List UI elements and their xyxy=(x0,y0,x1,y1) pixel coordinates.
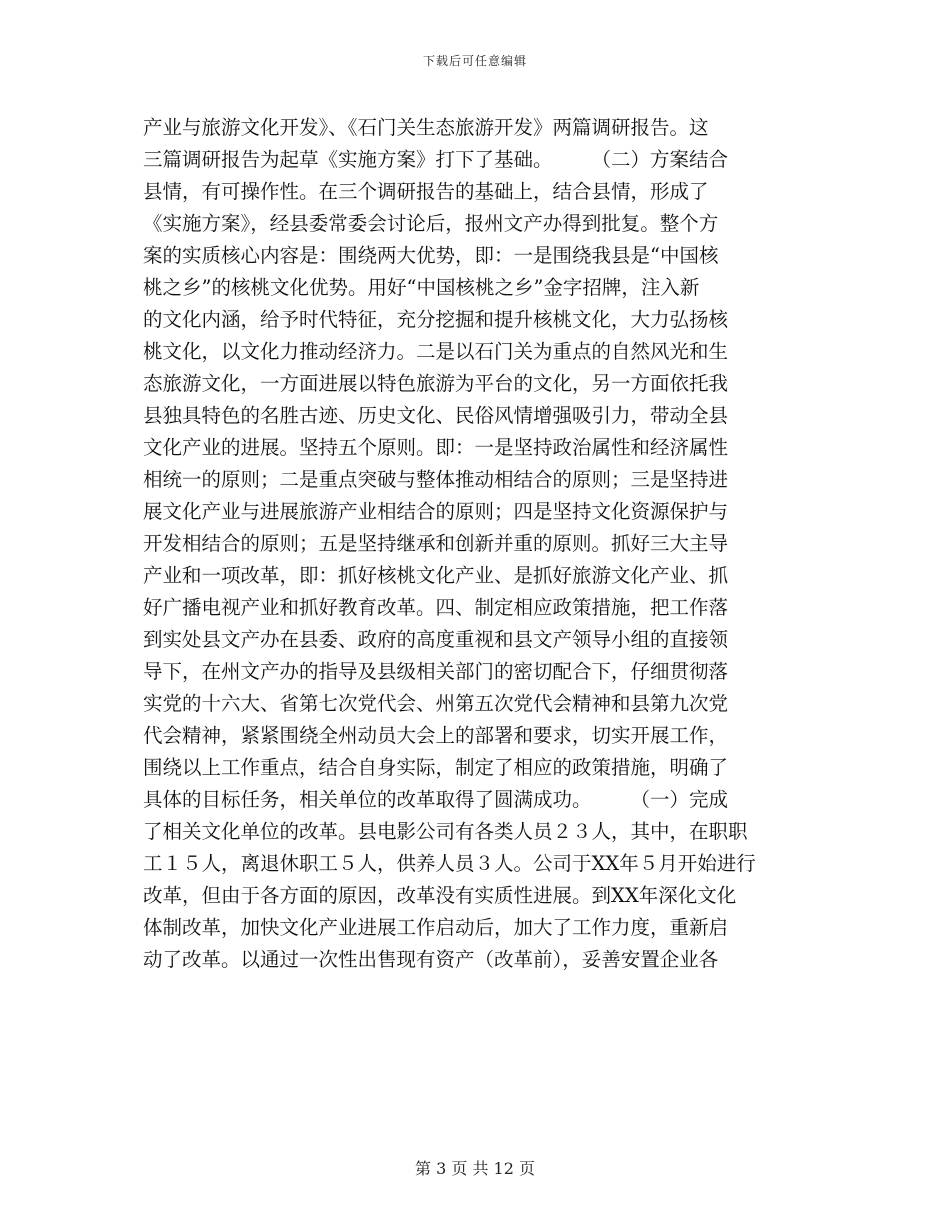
body-line: 了相关文化单位的改革。县电影公司有各类人员２３人，其中，在职职 xyxy=(143,820,748,843)
body-line: 开发相结合的原则；五是坚持继承和创新并重的原则。抓好三大主导 xyxy=(143,532,729,555)
body-line: 案的实质核心内容是：围绕两大优势，即：一是围绕我县是“中国核 xyxy=(143,244,719,267)
body-line: 改革，但由于各方面的原因，改革没有实质性进展。到XX年深化文化 xyxy=(143,884,737,907)
body-line: 桃之乡”的核桃文化优势。用好“中国核桃之乡”金字招牌，注入新 xyxy=(143,276,700,299)
body-line: 桃文化，以文化力推动经济力。二是以石门关为重点的自然风光和生 xyxy=(143,340,729,363)
body-line: 到实处县文产办在县委、政府的高度重视和县文产领导小组的直接领 xyxy=(143,628,729,651)
body-line: 县独具特色的名胜古迹、历史文化、民俗风情增强吸引力，带动全县 xyxy=(143,404,729,427)
body-line: 好广播电视产业和抓好教育改革。四、制定相应政策措施，把工作落 xyxy=(143,596,729,619)
body-line: 具体的目标任务，相关单位的改革取得了圆满成功。 （一）完成 xyxy=(143,788,729,811)
body-line: 展文化产业与进展旅游产业相结合的原则；四是坚持文化资源保护与 xyxy=(143,500,729,523)
page-number: 第 3 页 共 12 页 xyxy=(415,1159,535,1178)
body-line: 实党的十六大、省第七次党代会、州第五次党代会精神和县第九次党 xyxy=(143,692,729,715)
body-line: 相统一的原则；二是重点突破与整体推动相结合的原则；三是坚持进 xyxy=(143,468,729,491)
body-line: 三篇调研报告为起草《实施方案》打下了基础。 （二）方案结合 xyxy=(143,148,729,171)
body-line: 县情，有可操作性。在三个调研报告的基础上，结合县情，形成了 xyxy=(143,180,709,203)
body-line: 导下，在州文产办的指导及县级相关部门的密切配合下，仔细贯彻落 xyxy=(143,660,729,683)
body-line: 文化产业的进展。坚持五个原则。即：一是坚持政治属性和经济属性 xyxy=(143,436,729,459)
body-line: 动了改革。以通过一次性出售现有资产（改革前），妥善安置企业各 xyxy=(143,948,719,971)
body-line: 《实施方案》，经县委常委会讨论后，报州文产办得到批复。整个方 xyxy=(143,212,719,235)
page-header: 下载后可任意编辑 xyxy=(422,54,527,68)
body-line: 代会精神，紧紧围绕全州动员大会上的部署和要求，切实开展工作， xyxy=(143,724,729,747)
body-line: 态旅游文化，一方面进展以特色旅游为平台的文化，另一方面依托我 xyxy=(143,372,729,395)
body-line: 围绕以上工作重点，结合自身实际，制定了相应的政策措施，明确了 xyxy=(143,756,729,779)
body-line: 的文化内涵，给予时代特征，充分挖掘和提升核桃文化，大力弘扬核 xyxy=(143,308,729,331)
body-line: 体制改革，加快文化产业进展工作启动后，加大了工作力度，重新启 xyxy=(143,916,729,939)
body-line: 工１５人，离退休职工５人，供养人员３人。公司于XX年５月开始进行 xyxy=(143,852,756,875)
body-line: 产业和一项改革，即：抓好核桃文化产业、是抓好旅游文化产业、抓 xyxy=(143,564,729,587)
document-body xyxy=(143,112,813,976)
body-line: 产业与旅游文化开发》、《石门关生态旅游开发》两篇调研报告。这 xyxy=(143,116,709,139)
